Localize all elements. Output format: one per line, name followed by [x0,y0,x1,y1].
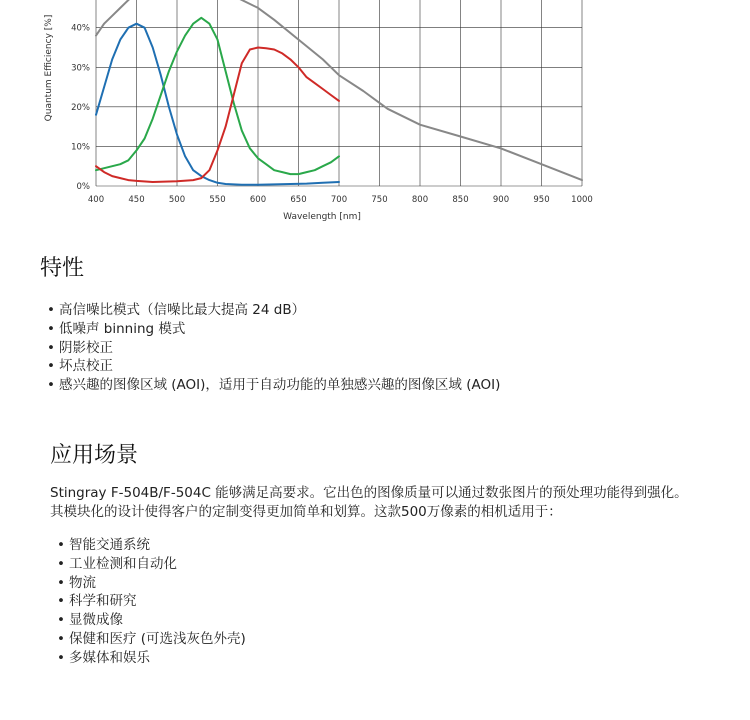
application-item: • 保健和医疗 (可选浅灰色外壳) [57,630,246,649]
qe-chart [40,0,600,226]
applications-heading: 应用场景 [50,443,139,468]
application-item: • 智能交通系统 [57,536,246,555]
y-axis-label: Quantum Efficiency [%] [44,14,54,122]
qe-chart-svg [40,0,600,226]
x-tick-label: 400 [87,195,105,205]
features-list [47,301,500,395]
features-heading: 特性 [40,256,85,281]
chart-grid [96,0,582,186]
x-tick-label: 900 [492,195,510,205]
x-tick-label: 500 [168,195,186,205]
application-item: • 显微成像 [57,611,246,630]
x-tick-label: 1000 [571,195,593,205]
x-tick-label: 550 [209,195,226,205]
application-item: • 物流 [57,574,246,593]
x-tick-label: 800 [411,195,429,205]
x-tick-label: 450 [128,195,145,205]
feature-item: • 低噪声 binning 模式 [47,320,500,339]
y-tick-label: 10% [71,142,90,153]
y-tick-label: 30% [71,63,90,74]
x-tick-label: 600 [249,195,267,205]
application-item: • 工业检测和自动化 [57,555,246,574]
x-tick-label: 950 [533,195,550,205]
x-axis-label: Wavelength [nm] [283,212,361,222]
feature-item: • 坏点校正 [47,357,500,376]
y-tick-label: 20% [71,102,90,113]
application-item: • 多媒体和娱乐 [57,649,246,668]
application-item: • 科学和研究 [57,592,246,611]
x-tick-label: 850 [452,195,469,205]
x-tick-label: 750 [371,195,388,205]
applications-paragraph: Stingray F-504B/F-504C 能够满足高要求。它出色的图像质量可以通过数张图片的预处理功能得到强化。其模块化的设计使得客户的定制变得更加简单和划算。这款500万像素的相机适用于： [50,485,688,520]
feature-item: • 感兴趣的图像区域 (AOI)，适用于自动功能的单独感兴趣的图像区域 (AOI) [47,376,500,395]
feature-item: • 阴影校正 [47,339,500,358]
x-tick-label: 650 [290,195,307,205]
feature-item: • 高信噪比模式（信噪比最大提高 24 dB） [47,301,500,320]
y-tick-label: 40% [71,23,90,34]
applications-list [57,536,246,668]
x-tick-label: 700 [330,195,348,205]
y-tick-label: 0% [76,182,90,192]
